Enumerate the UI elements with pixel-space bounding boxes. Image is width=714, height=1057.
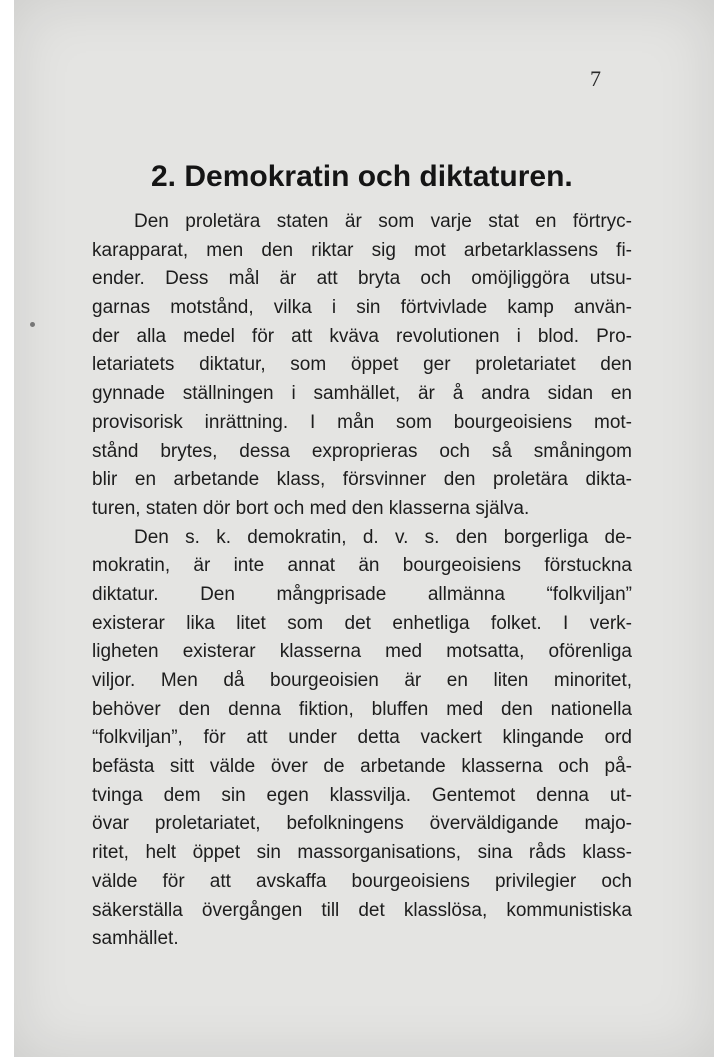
text-line: “folkviljan”, för att under detta vackert klingande ord (92, 727, 632, 749)
paper-speck (30, 322, 35, 327)
text-line: välde för att avskaffa bourgeoisiens privilegier och (92, 870, 632, 892)
text-line: karapparat, men den riktar sig mot arbetarklassens fi- (92, 239, 632, 261)
text-line: existerar lika litet som det enhetliga folket. I verk- (92, 612, 632, 634)
text-line: säkerställa övergången till det klasslösa, kommunistiska (92, 899, 632, 921)
text-line: Den proletära staten är som varje stat en förtryc- (134, 211, 632, 232)
text-line: gynnade ställningen i samhället, är å andra sidan en (92, 383, 632, 405)
text-line: stånd brytes, dessa exproprieras och så småningom (92, 440, 632, 462)
text-line: ritet, helt öppet sin massorganisations, sina råds klass- (92, 842, 632, 864)
text-line: turen, staten dör bort och med den klasserna själva. (92, 497, 530, 519)
page-number: 7 (590, 66, 601, 91)
chapter-heading: 2. Demokratin och diktaturen. (151, 160, 573, 193)
text-line: Den s. k. demokratin, d. v. s. den borgerliga de- (134, 526, 632, 548)
book-page (14, 0, 714, 1057)
text-line: behöver den denna fiktion, bluffen med den nationella (92, 698, 632, 720)
text-line: ender. Dess mål är att bryta och omöjliggöra utsu- (92, 268, 632, 290)
body-text (92, 208, 632, 954)
text-line: viljor. Men då bourgeoisien är en liten minoritet, (92, 670, 632, 691)
text-line: befästa sitt välde över de arbetande klasserna och på- (92, 756, 632, 778)
text-line: provisorisk inrättning. I mån som bourgeoisiens mot- (92, 411, 632, 433)
scan-margin (0, 0, 14, 1057)
text-line: letariatets diktatur, som öppet ger proletariatet den (92, 354, 632, 376)
text-line: ligheten existerar klasserna med motsatta, oförenliga (92, 641, 632, 663)
text-line: diktatur. Den mångprisade allmänna “folkviljan” (92, 583, 632, 605)
text-line: tvinga dem sin egen klassvilja. Gentemot denna ut- (92, 784, 632, 806)
text-line: blir en arbetande klass, försvinner den proletära dikta- (92, 469, 632, 491)
text-line: övar proletariatet, befolkningens överväldigande majo- (92, 813, 632, 835)
text-line: garnas motstånd, vilka i sin förtvivlade kamp använ- (92, 297, 632, 319)
text-line: der alla medel för att kväva revolutionen i blod. Pro- (92, 325, 632, 347)
text-line: samhället. (92, 928, 179, 950)
text-line: mokratin, är inte annat än bourgeoisiens förstuckna (92, 555, 632, 577)
